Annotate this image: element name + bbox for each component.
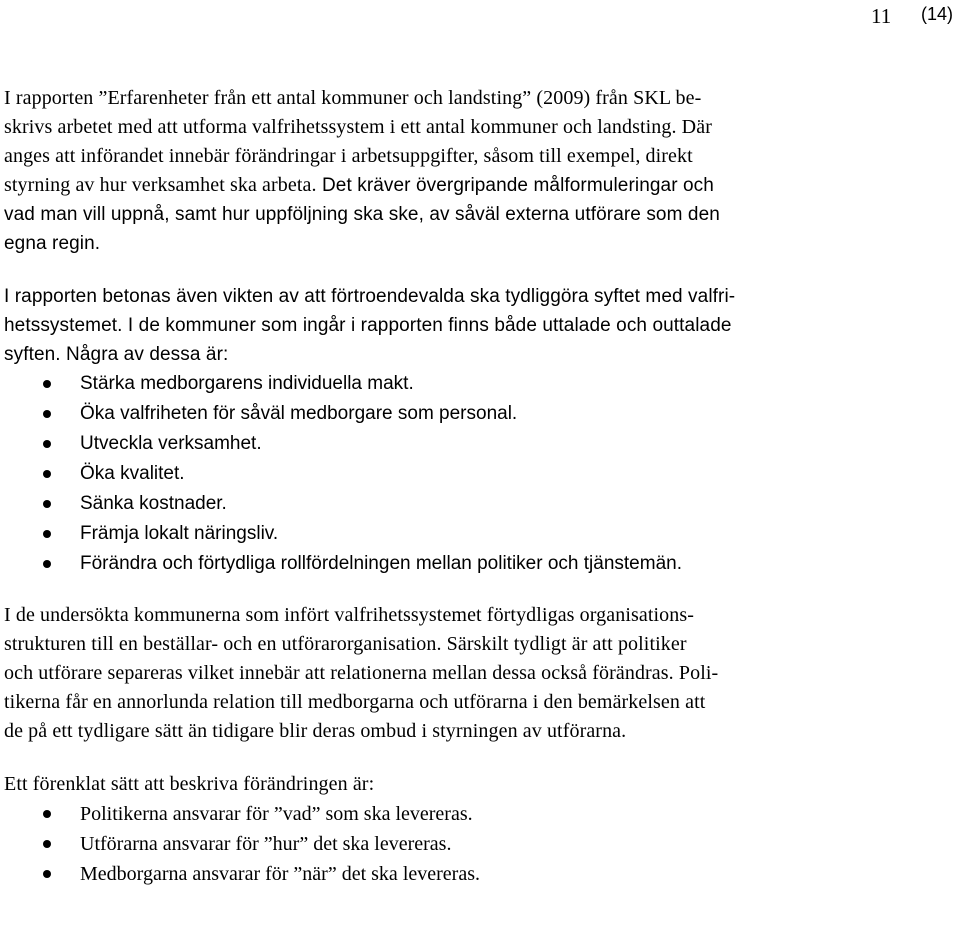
list-item: Sänka kostnader. [4, 489, 954, 519]
page-number: 11 [871, 4, 892, 28]
goals-list [4, 369, 954, 579]
list-item: Öka valfriheten för såväl medborgare som personal. [4, 399, 954, 429]
list-item: Utveckla verksamhet. [4, 429, 954, 459]
paragraph-1-text-sans: Det kräver övergripande målformuleringar och [316, 175, 714, 196]
paragraph-2-line: I rapporten betonas även vikten av att förtroendevalda ska tydliggöra syftet med valfri- [4, 286, 736, 307]
paragraph-3-line: tikerna får en annorlunda relation till medborgarna och utförarna i den bemärkelsen att [4, 691, 706, 713]
list-item: Öka kvalitet. [4, 459, 954, 489]
list-item: Politikerna ansvarar för ”vad” som ska levereras. [4, 799, 954, 829]
paragraph-gap [4, 579, 954, 601]
paragraph-1-line: vad man vill uppnå, samt hur uppföljning ska ske, av såväl externa utförare som den [4, 204, 720, 225]
paragraph-1-line: anges att införandet innebär förändringar i arbetsuppgifter, såsom till exempel, direkt [4, 145, 693, 167]
paragraph-3-line: och utförare separeras vilket innebär att relationerna mellan dessa också förändras. Poli- [4, 662, 719, 684]
paragraph-1-line [4, 171, 954, 200]
paragraph-3-line: I de undersökta kommunerna som infört valfrihetssystemet förtydligas organisations- [4, 604, 695, 626]
list-item: Stärka medborgarens individuella makt. [4, 369, 954, 399]
paragraph-1 [4, 84, 954, 258]
paragraph-1-line: egna regin. [4, 233, 101, 254]
responsibility-list [4, 799, 954, 889]
paragraph-1-line: skrivs arbetet med att utforma valfrihetssystem i ett antal kommuner och landsting. Där [4, 116, 712, 138]
list-item: Medborgarna ansvarar för ”när” det ska levereras. [4, 859, 954, 889]
page-sub-number: (14) [921, 4, 954, 24]
paragraph-gap [4, 746, 954, 770]
paragraph-1-text-serif: styrning av hur verksamhet ska arbeta. [4, 174, 317, 196]
list-item: Utförarna ansvarar för ”hur” det ska levereras. [4, 829, 954, 859]
paragraph-4-line: Ett förenklat sätt att beskriva förändringen är: [4, 773, 375, 795]
paragraph-3-line: strukturen till en beställar- och en utförarorganisation. Särskilt tydligt är att politiker [4, 633, 687, 655]
paragraph-4-intro [4, 770, 954, 799]
paragraph-1-line: I rapporten ”Erfarenheter från ett antal kommuner och landsting” (2009) från SKL be- [4, 87, 702, 109]
document-body [4, 84, 954, 889]
paragraph-3-line: de på ett tydligare sätt än tidigare blir deras ombud i styrningen av utförarna. [4, 720, 627, 742]
paragraph-2 [4, 282, 954, 369]
paragraph-2-line: hetssystemet. I de kommuner som ingår i rapporten finns både uttalade och outtalade [4, 315, 732, 336]
paragraph-3 [4, 601, 954, 746]
list-item: Främja lokalt näringsliv. [4, 519, 954, 549]
paragraph-2-line: syften. Några av dessa är: [4, 344, 229, 365]
list-item: Förändra och förtydliga rollfördelningen mellan politiker och tjänstemän. [4, 549, 954, 579]
paragraph-gap [4, 258, 954, 282]
